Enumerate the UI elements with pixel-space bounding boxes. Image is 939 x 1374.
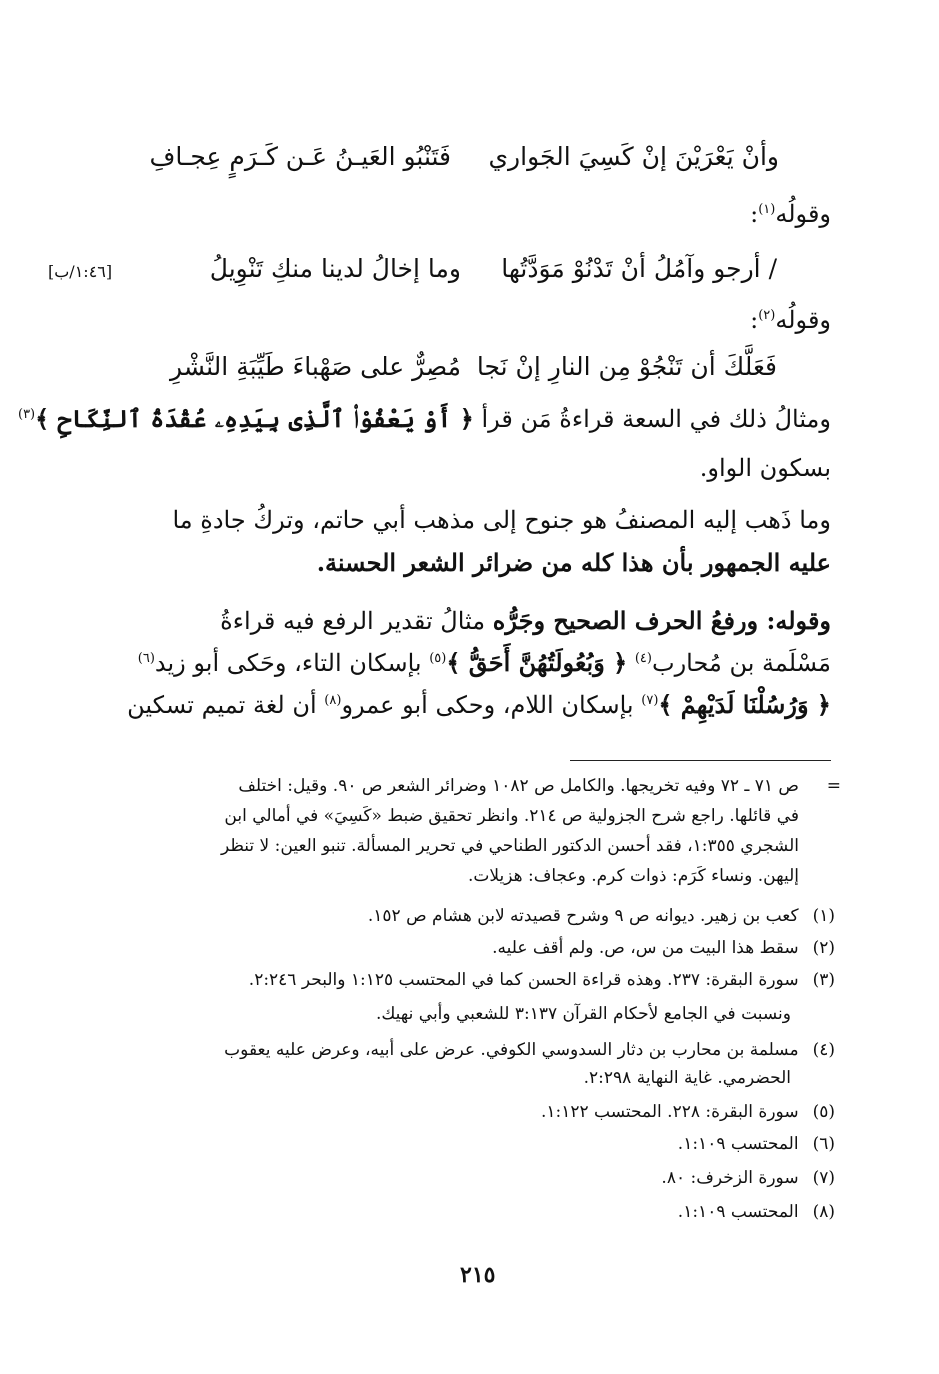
footnote-3-line-2: ونسبت في الجامع لأحكام القرآن ٣:١٣٧ للشعبي وأبي نهيك. <box>375 1004 791 1024</box>
verse-intro-1 <box>750 200 831 228</box>
page-number: ٢١٥ <box>460 1262 496 1288</box>
footnote-text: المحتسب ١:١٠٩. <box>677 1134 799 1154</box>
verse-3-first-hemistich: فَعَلَّكَ أن تَنْجُوْ مِن النارِ إنْ نَجا <box>476 352 777 381</box>
footnote-number: (٨) <box>812 1202 835 1222</box>
paragraph-2-line-2: عليه الجمهور بأن هذا كله من ضرائر الشعر الحسنة. <box>316 548 831 577</box>
footnote-continuation-line-4: إليهن. ونساء كَرَم: ذوات كرم. وعجاف: هزيلات. <box>467 866 799 886</box>
paragraph-3-line-2 <box>138 648 831 677</box>
colon: : <box>750 200 759 228</box>
footnote-number: (٦) <box>812 1134 835 1154</box>
footnote-text: المحتسب ١:١٠٩. <box>677 1202 799 1222</box>
quran-verse: ﴿ وَرُسُلْنَا لَدَيْهِمْ ﴾ <box>658 690 831 719</box>
verse-3-second-hemistich: مُصِرٌّ على صَهْباءَ طَيِّبَةِ النَّشْرِ <box>170 352 461 381</box>
footnote-number: (٧) <box>812 1168 835 1188</box>
footnote-text: سقط هذا البيت من س، ص. ولم أقف عليه. <box>492 938 799 958</box>
text: أن لغة تميم تسكين <box>127 691 317 719</box>
paragraph-2-line-1: وما ذَهب إليه المصنفُ هو جنوح إلى مذهب أبي حاتم، وتركُ جادةِ ما <box>172 506 831 534</box>
footnote-number: (٢) <box>812 938 835 958</box>
footnote-6 <box>678 1134 835 1154</box>
footnote-text: سورة البقرة: ٢٢٨. المحتسب ١:١٢٢. <box>540 1102 799 1122</box>
quran-verse: ﴿ وَبُعُولَتُهُنَّ أَحَقُّ ﴾ <box>446 648 628 677</box>
footnote-continuation-line-3: الشجري ١:٣٥٥، فقد أحسن الدكتور الطناحي في تحرير المسألة. تنبو العين: لا تنظر <box>220 836 799 856</box>
footnote-7 <box>661 1168 835 1188</box>
text: بإسكان التاء، وحَكى أبو زيد <box>154 649 422 677</box>
verse-2-right-text: أرجو وآمُلُ أنْ تَدْنُوْ مَوَدَّتُها <box>501 254 761 283</box>
footnote-ref: (٦) <box>137 651 155 666</box>
footnote-text: سورة الزخرف: ٨٠. <box>661 1168 799 1188</box>
intro-text: وقولُه <box>775 200 831 228</box>
footnote-continuation-marker: = <box>826 776 841 796</box>
folio-slash: / <box>768 254 777 283</box>
footnote-2 <box>492 938 835 958</box>
footnote-number: (٤) <box>812 1040 835 1060</box>
text: مَسْلَمة بن مُحارب <box>651 649 831 677</box>
footnote-8 <box>678 1202 835 1222</box>
footnote-4-line-2: الحضرمي. غاية النهاية ٢:٢٩٨. <box>583 1068 791 1088</box>
verse-1-first-hemistich: وأنْ يَعْرَيْنَ إنْ كَسِيَ الجَواري <box>488 142 779 171</box>
footnote-continuation-line-2: في قائلها. راجع شرح الجزولية ص ٢١٤. وانظر تحقيق ضبط «كَسِيَ» في أمالي ابن <box>224 806 799 826</box>
verse-2-first-hemistich <box>501 254 777 283</box>
footnote-text: مسلمة بن محارب بن دثار السدوسي الكوفي. عرض على أبيه، وعرض عليه يعقوب <box>224 1040 799 1060</box>
footnote-ref: (٣) <box>17 407 36 422</box>
footnote-continuation-line-1: ص ٧١ ـ ٧٢ وفيه تخريجها. والكامل ص ١٠٨٢ وضرائر الشعر ص ٩٠. وقيل: اختلف <box>238 776 799 796</box>
footnote-text: سورة البقرة: ٢٣٧. وهذه قراءة الحسن كما في المحتسب ١:١٢٥ والبحر ٢:٢٤٦. <box>248 970 799 990</box>
paragraph-1-line-2: بسكون الواو. <box>699 454 831 482</box>
text: ومثالُ ذلك في السعة قراءةُ مَن قرأ <box>481 405 831 433</box>
verse-intro-2 <box>750 306 831 334</box>
footnote-ref: (٨) <box>324 693 342 708</box>
quoted-matn: وقوله: ورفعُ الحرف الصحيح وجَرُّه <box>492 606 831 635</box>
paragraph-3-line-1 <box>220 606 831 635</box>
colon: : <box>750 306 759 334</box>
paragraph-3-line-3 <box>127 690 831 719</box>
footnote-5 <box>541 1102 835 1122</box>
footnote-number: (١) <box>812 906 835 926</box>
footnote-1 <box>368 906 835 926</box>
verse-1-second-hemistich: فَتَنْبُو العَيـنُ عَـن كَـرَمٍ عِجـافِ <box>149 142 451 171</box>
verse-2-second-hemistich: وما إخالُ لدينا منكِ تَنْوِيلُ <box>209 254 461 283</box>
paragraph-1-line-1 <box>18 404 831 433</box>
footnote-number: (٥) <box>812 1102 835 1122</box>
intro-text: وقولُه <box>775 306 831 334</box>
footnote-ref: (٤) <box>634 651 652 666</box>
quran-verse: ﴿ أَوْ يَعْفُوْا۟ ٱلَّذِى بِيَدِهِۦ عُقْدَةُ ٱلنِّكَاحِ ﴾ <box>35 404 474 433</box>
footnote-number: (٣) <box>812 970 835 990</box>
footnote-ref: (١) <box>758 202 776 217</box>
text: بإسكان اللام، وحكى أبو عمرو <box>341 691 634 719</box>
text: مثالُ تقدير الرفع فيه قراءةُ <box>220 607 486 635</box>
footnote-3 <box>249 970 835 990</box>
footnote-4 <box>224 1040 835 1060</box>
footnote-ref: (٥) <box>429 651 447 666</box>
footnote-ref: (٢) <box>758 308 776 323</box>
footnote-ref: (٧) <box>641 693 659 708</box>
manuscript-folio-marker: [١:٤٦/ب] <box>48 262 113 281</box>
footnote-text: كعب بن زهير. ديوانه ص ٩ وشرح قصيدته لابن هشام ص ١٥٢. <box>367 906 799 926</box>
footnote-separator <box>570 760 831 761</box>
